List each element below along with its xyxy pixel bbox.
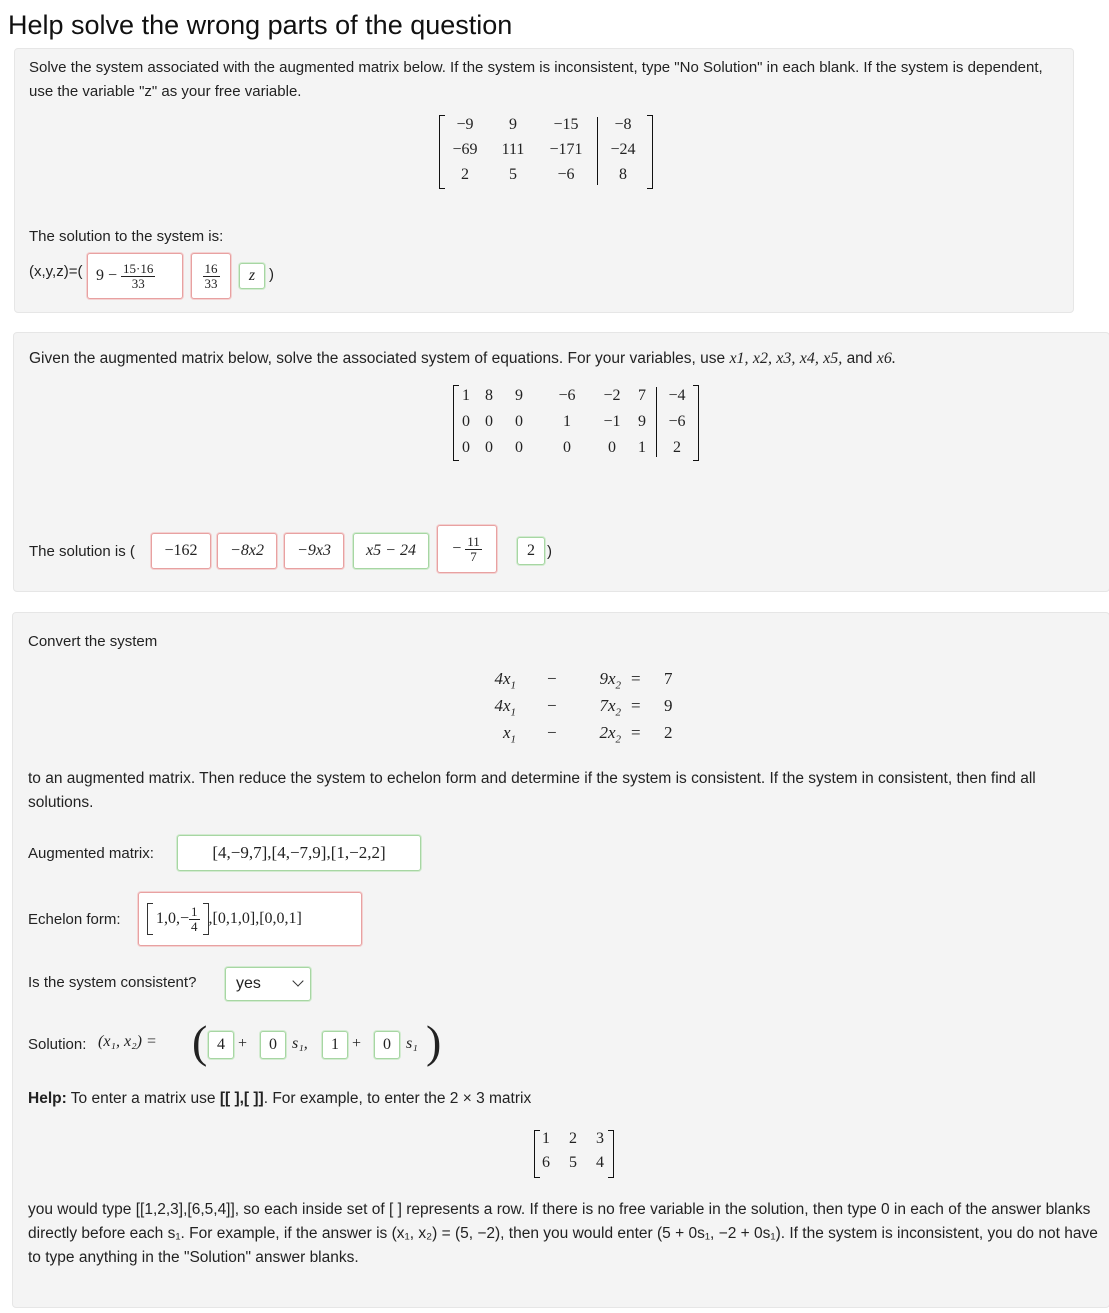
solution-vars: (x₁, x₂) = — [98, 1033, 157, 1050]
matrix-cell: 2 — [569, 1130, 577, 1147]
rhs: 9 — [664, 696, 673, 715]
matrix-cell: 0 — [515, 413, 523, 430]
matrix-cell: −2 — [603, 387, 621, 404]
echelon-first-prefix: 1,0,− — [156, 910, 190, 927]
q2-solution-label: The solution is ( — [29, 543, 135, 560]
help-paragraph: you would type [[1,2,3],[6,5,4]], so each inside set of [ ] represents a row. If there is no free variable in the solution, then type 0 in each of the answer blanks directly before each s₁. For example, if the answer is (x₁, x₂) = (5, −2), then you would enter (5 + 0s₁, −2 + 0s₁). If the system is inconsistent, you do not have to type anything in the "Solution" answer blanks. — [28, 1201, 1098, 1266]
matrix-cell: 9 — [509, 116, 517, 133]
matrix-cell: 1 — [462, 387, 470, 404]
equals: = — [631, 696, 641, 715]
answer-x4-input[interactable] — [353, 533, 429, 569]
answer-x2-input[interactable] — [217, 533, 277, 569]
term-b-text: 9x — [599, 669, 616, 688]
equals: = — [631, 723, 641, 742]
chevron-down-icon — [292, 975, 303, 986]
x5-sign: − — [452, 540, 462, 557]
matrix-cell: −69 — [452, 141, 478, 158]
q3-equation-system — [481, 669, 681, 753]
rhs: 2 — [664, 723, 673, 742]
help-line — [28, 1087, 531, 1111]
term-a-sub: 1 — [510, 679, 516, 692]
x5-numerator: 11 — [467, 533, 480, 549]
tuple-label: (x,y,z)=( — [29, 263, 83, 280]
question-2-panel — [13, 332, 1109, 592]
matrix-cell: 9 — [638, 413, 646, 430]
echelon-fraction — [189, 905, 200, 934]
x4-value: x5 − 24 — [366, 542, 416, 559]
big-close-paren: ) — [426, 1016, 442, 1067]
x1-const: 4 — [217, 1036, 225, 1053]
q3-convert-label: Convert the system — [28, 633, 158, 650]
matrix-cell: −171 — [549, 141, 583, 158]
echelon-rest: ,[0,1,0],[0,0,1] — [208, 910, 302, 927]
page-title: Help solve the wrong parts of the question — [8, 10, 513, 40]
matrix-cell: 9 — [515, 387, 523, 404]
matrix-cell: 2 — [461, 166, 469, 183]
matrix-cell: −8 — [614, 116, 632, 133]
help-bold: Help: — [28, 1090, 67, 1107]
matrix-cell: 8 — [485, 387, 493, 404]
matrix-cell: 0 — [485, 439, 493, 456]
x3-value: −9x3 — [297, 542, 331, 559]
matrix-cell: 0 — [515, 439, 523, 456]
y-numerator: 16 — [204, 260, 218, 276]
s1-label: s₁, — [292, 1035, 308, 1052]
var-x3: x3, — [776, 350, 796, 367]
matrix-cell: −9 — [456, 116, 474, 133]
question-3-panel — [12, 612, 1109, 1308]
y-fraction — [203, 262, 220, 291]
matrix-cell: 4 — [596, 1154, 604, 1171]
term-b-text: 2x — [599, 723, 616, 742]
term-b-sub: 2 — [615, 679, 621, 692]
echelon-form-input[interactable] — [138, 892, 362, 946]
operator: − — [547, 696, 557, 715]
matrix-cell: 1 — [563, 413, 571, 430]
matrix-cell: −24 — [610, 141, 636, 158]
solution-label: Solution: — [28, 1036, 87, 1053]
matrix-cell: 0 — [462, 413, 470, 430]
matrix-cell: 1 — [638, 439, 646, 456]
matrix-right-bracket — [693, 385, 699, 461]
answer-x3-input[interactable] — [284, 533, 344, 569]
answer-x1-input[interactable] — [151, 533, 211, 569]
term-b — [599, 696, 621, 718]
matrix-cell: 2 — [673, 439, 681, 456]
consistent-select[interactable] — [225, 967, 311, 1001]
echelon-numerator: 1 — [191, 903, 198, 919]
equation-row — [481, 696, 681, 722]
x1-coef: 0 — [269, 1036, 277, 1053]
solution-x1-const-input[interactable] — [208, 1031, 234, 1059]
matrix-cell: 0 — [608, 439, 616, 456]
example-matrix — [534, 1130, 624, 1180]
term-b-sub: 2 — [615, 706, 621, 719]
q1-prompt: Solve the system associated with the augmented matrix below. If the system is inconsistent, type "No Solution" in each blank. If the system is dependent, use the variable "z" as your free variable. — [29, 59, 1043, 100]
matrix-cell: 5 — [569, 1154, 577, 1171]
x-numerator: 15·16 — [123, 260, 154, 276]
x-denominator: 33 — [131, 275, 145, 291]
matrix-cell: −6 — [668, 413, 686, 430]
matrix-right-bracket — [647, 115, 653, 189]
term-a-sub: 1 — [510, 733, 516, 746]
s1-label: s₁ — [406, 1035, 418, 1052]
help-text: To enter a matrix use — [70, 1090, 216, 1107]
rhs: 7 — [664, 669, 673, 688]
solution-row — [28, 1016, 528, 1071]
augmented-matrix-input[interactable] — [177, 835, 421, 871]
x1-value: −162 — [164, 542, 198, 559]
term-b-sub: 2 — [615, 733, 621, 746]
y-denominator: 33 — [204, 275, 218, 291]
q1-solution-label: The solution to the system is: — [29, 228, 224, 245]
z-value: z — [248, 267, 256, 284]
bracket-open — [147, 903, 153, 935]
plus-sign: + — [238, 1035, 248, 1052]
matrix-cell: 3 — [596, 1130, 604, 1147]
x5-fraction — [465, 535, 482, 564]
equals: = — [631, 669, 641, 688]
term-b — [599, 669, 621, 691]
augmented-label: Augmented matrix: — [28, 845, 154, 862]
var-x4: x4, — [799, 350, 819, 367]
var-x5: x5, — [823, 350, 843, 367]
consistent-value: yes — [236, 975, 261, 992]
term-a-text: 4x — [494, 669, 511, 688]
matrix-cell: −15 — [553, 116, 579, 133]
term-a — [494, 669, 516, 691]
term-a-text: 4x — [494, 696, 511, 715]
matrix-cell: 8 — [619, 166, 627, 183]
q2-prompt-text: Given the augmented matrix below, solve the associated system of equations. For your variables, use — [29, 350, 726, 367]
var-x6: x6. — [876, 350, 896, 367]
var-x2: x2, — [752, 350, 772, 367]
matrix-cell: −4 — [668, 387, 686, 404]
matrix-cell: 5 — [509, 166, 517, 183]
matrix-left-bracket — [439, 115, 445, 189]
big-open-paren: ( — [192, 1016, 208, 1067]
x2-value: −8x2 — [230, 542, 264, 559]
matrix-cell: −6 — [557, 166, 575, 183]
equation-row — [481, 669, 681, 695]
augment-bar — [597, 117, 598, 185]
help-code: [[ ],[ ]] — [219, 1090, 264, 1107]
close-paren: ) — [269, 266, 274, 283]
operator: − — [547, 669, 557, 688]
echelon-denominator: 4 — [191, 918, 198, 934]
matrix-cell: 111 — [501, 141, 525, 158]
answer-x5-input[interactable] — [437, 525, 497, 573]
consistent-label: Is the system consistent? — [28, 974, 197, 991]
and-word: and — [846, 350, 873, 367]
q3-instructions: to an augmented matrix. Then reduce the system to echelon form and determine if the system is consistent. If the system in consistent, then find all solutions. — [28, 770, 1036, 811]
plus-sign: + — [352, 1035, 362, 1052]
q2-prompt — [29, 347, 1099, 371]
operator: − — [547, 723, 557, 742]
q1-answer-row — [29, 253, 429, 301]
x6-value: 2 — [527, 542, 535, 559]
solution-x2-coef-input[interactable] — [374, 1031, 400, 1059]
matrix-right-bracket — [608, 1130, 614, 1178]
term-b — [599, 723, 621, 745]
q2-matrix — [453, 385, 709, 463]
solution-x2-const-input[interactable] — [322, 1031, 348, 1059]
q2-close-paren: ) — [547, 543, 552, 560]
augment-bar — [656, 387, 657, 457]
term-a-sub: 1 — [510, 706, 516, 719]
answer-x-input[interactable] — [87, 253, 183, 299]
matrix-cell: 1 — [542, 1130, 550, 1147]
matrix-cell: 0 — [462, 439, 470, 456]
x2-coef: 0 — [383, 1036, 391, 1053]
x-fraction — [121, 262, 155, 291]
augmented-value: [4,−9,7],[4,−7,9],[1,−2,2] — [212, 843, 386, 862]
var-x1: x1, — [729, 350, 749, 367]
matrix-cell: 0 — [485, 413, 493, 430]
matrix-cell: 0 — [563, 439, 571, 456]
term-a-text: x — [502, 723, 511, 742]
matrix-cell: 6 — [542, 1154, 550, 1171]
term-a — [494, 696, 516, 718]
solution-x1-coef-input[interactable] — [260, 1031, 286, 1059]
answer-x6-input[interactable] — [517, 537, 545, 565]
term-a — [503, 723, 516, 745]
echelon-label: Echelon form: — [28, 911, 121, 928]
q2-answer-row — [29, 527, 589, 575]
x5-denominator: 7 — [470, 548, 477, 564]
q1-matrix — [439, 115, 663, 191]
x-prefix: 9 − — [96, 267, 118, 284]
matrix-cell: −1 — [603, 413, 621, 430]
answer-y-input[interactable] — [191, 253, 231, 299]
term-b-text: 7x — [599, 696, 616, 715]
x2-const: 1 — [331, 1036, 339, 1053]
equation-row — [481, 723, 681, 749]
matrix-cell: 7 — [638, 387, 646, 404]
answer-z-input[interactable] — [239, 263, 265, 289]
question-1-panel — [14, 48, 1074, 313]
matrix-cell: −6 — [558, 387, 576, 404]
help-text-2: . For example, to enter the 2 × 3 matrix — [263, 1090, 532, 1107]
